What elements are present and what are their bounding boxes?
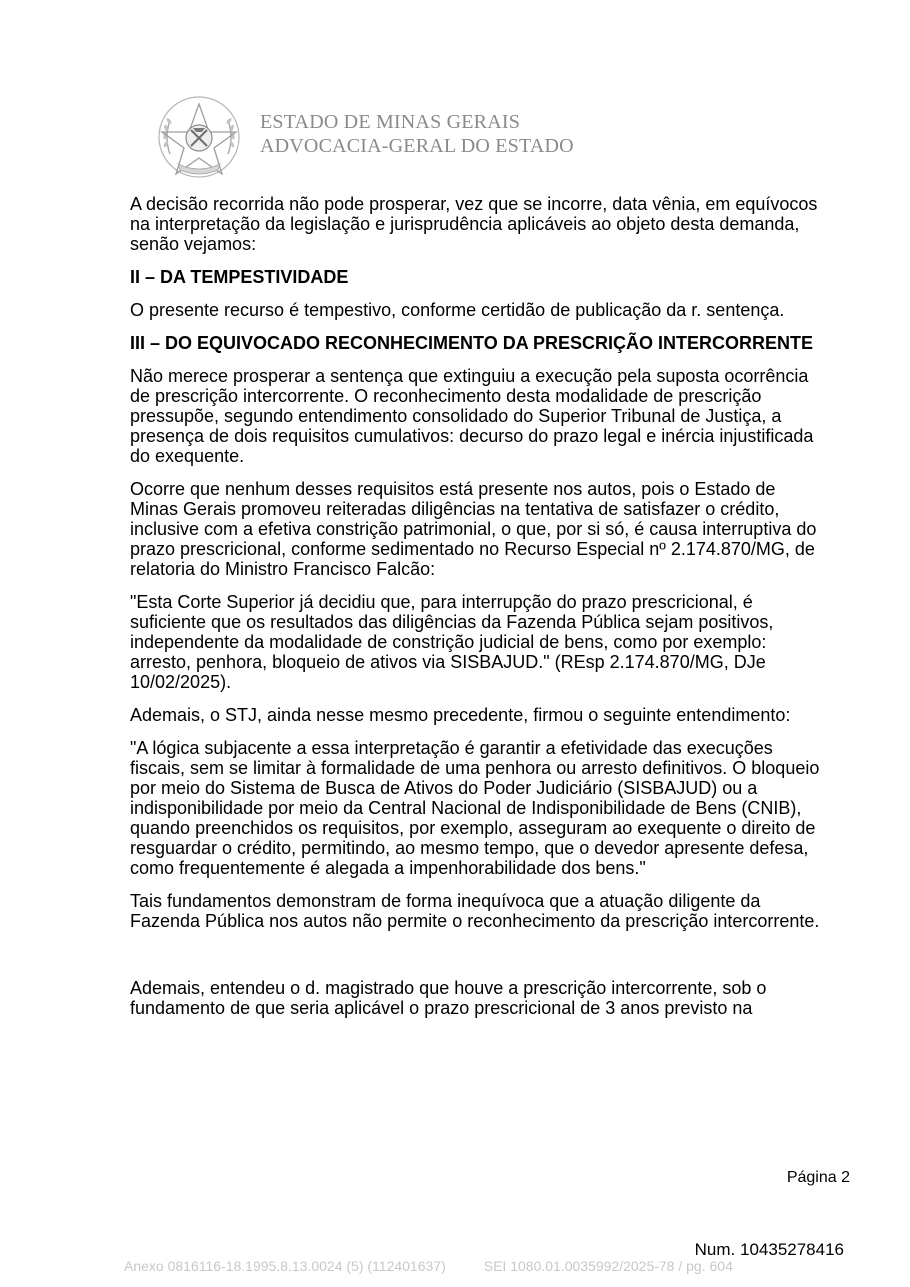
letterhead-state: ESTADO DE MINAS GERAIS — [260, 111, 521, 133]
paragraph-tais-fundamentos: Tais fundamentos demonstram de forma inequívoca que a atuação diligente da Fazenda Pública nos autos não permite o reconhecimento da prescrição intercorrente. — [130, 891, 820, 931]
paragraph-ademais-magistrado: Ademais, entendeu o d. magistrado que houve a prescrição intercorrente, sob o fundamento de que seria aplicável o prazo prescricional de 3 anos previsto na — [130, 978, 767, 1018]
heading-prescricao: III – DO EQUIVOCADO RECONHECIMENTO DA PRESCRIÇÃO INTERCORRENTE — [130, 333, 814, 353]
footer-stamp — [124, 1258, 733, 1274]
paragraph-intro: A decisão recorrida não pode prosperar, vez que se incorre, data vênia, em equívocos na interpretação da legislação e jurisprudência aplicáveis ao objeto desta demanda, senão vejamos: — [130, 194, 818, 254]
paragraph-ocorre: Ocorre que nenhum desses requisitos está presente nos autos, pois o Estado de Minas Gerais promoveu reiteradas diligências na tentativa de satisfazer o crédito, inclusive com a efetiva constrição patrimonial, o que, por si só, é causa interruptiva do prazo prescricional, conforme sedimentado no Recurso Especial nº 2.174.870/MG, de relatoria do Ministro Francisco Falcão: — [130, 479, 817, 579]
letterhead — [156, 94, 616, 182]
heading-tempestividade: II – DA TEMPESTIVIDADE — [130, 267, 349, 287]
quote-resp-1: "Esta Corte Superior já decidiu que, para interrupção do prazo prescricional, é suficiente que os resultados das diligências da Fazenda Pública sejam positivos, independente da modalidade de constrição judicial de bens, como por exemplo: arresto, penhora, bloqueio de ativos via SISBAJUD." (REsp 2.174.870/MG, DJe 10/02/2025). — [130, 592, 774, 692]
document-number: Num. 10435278416 — [694, 1240, 844, 1259]
stamp-sei: SEI 1080.01.0035992/2025-78 / pg. 604 — [483, 1258, 733, 1274]
blank-space — [130, 944, 820, 978]
paragraph-nao-merece: Não merece prosperar a sentença que extinguiu a execução pela suposta ocorrência de prescrição intercorrente. O reconhecimento desta modalidade de prescrição pressupõe, segundo entendimento consolidado do Superior Tribunal de Justiça, a presença de dois requisitos cumulativos: decurso do prazo legal e inércia injustificada do exequente. — [130, 366, 814, 466]
stamp-annex: Anexo 0816116-18.1995.8.13.0024 (5) (112401637) — [124, 1258, 446, 1274]
quote-resp-2: "A lógica subjacente a essa interpretação é garantir a efetividade das execuções fiscais, sem se limitar à formalidade de uma penhora ou arresto definitivos. O bloqueio por meio do Sistema de Busca de Ativos do Poder Judiciário (SISBAJUD) ou a indisponibilidade por meio da Central Nacional de Indisponibilidade de Bens (CNIB), quando preenchidos os requisitos, por exemplo, asseguram ao exequente o direito de resguardar o crédito, permitindo, ao mesmo tempo, que o devedor apresente defesa, como frequentemente é alegada a impenhorabilidade dos bens." — [130, 738, 820, 878]
paragraph-ademais-stj: Ademais, o STJ, ainda nesse mesmo precedente, firmou o seguinte entendimento: — [130, 705, 791, 725]
paragraph-tempestivo: O presente recurso é tempestivo, conforme certidão de publicação da r. sentença. — [130, 300, 785, 320]
letterhead-text — [260, 110, 574, 158]
coat-of-arms-icon — [156, 94, 242, 180]
page-number: Página 2 — [786, 1169, 850, 1186]
document-body — [130, 194, 820, 1031]
letterhead-agency: ADVOCACIA-GERAL DO ESTADO — [260, 135, 574, 157]
